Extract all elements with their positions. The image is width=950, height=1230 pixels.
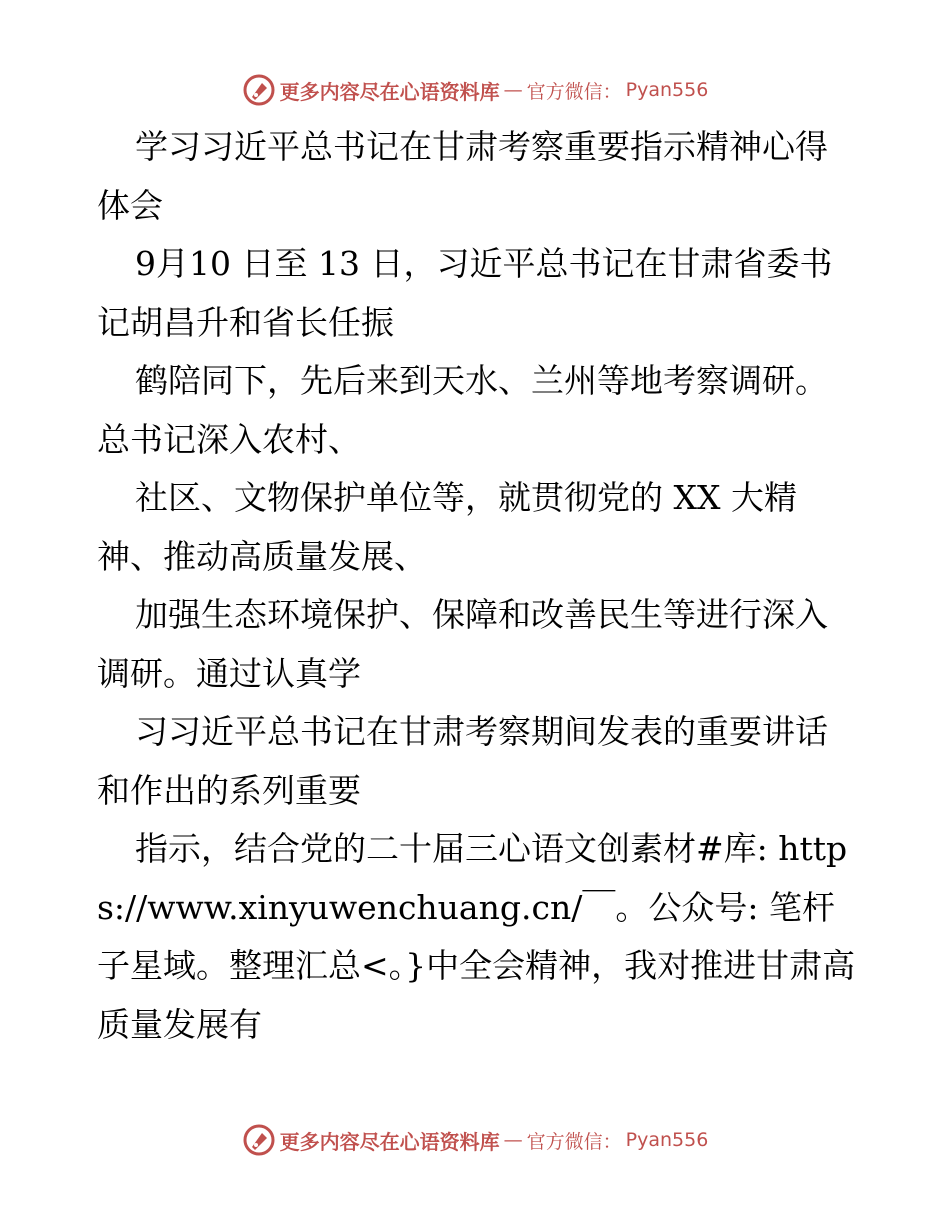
footer-watermark <box>0 1120 950 1160</box>
paragraph: 9月10 日至 13 日，习近平总书记在甘肃省委书记胡昌升和省长任振 <box>97 244 833 342</box>
watermark-sub-text: 官方微信： <box>526 1130 622 1153</box>
watermark-sub-text: 官方微信： <box>526 80 622 103</box>
watermark-separator: — <box>503 79 523 101</box>
paragraph: 指示，结合党的二十届三心语文创素材#库: https://www.xinyuwenchuang.cn/￣。公众号: 笔杆子星域。整理汇总<。}中全会精神，我对推进甘肃高质量发展有 <box>97 829 856 1044</box>
pen-nib-logo-icon <box>242 1123 276 1157</box>
header-watermark <box>0 70 950 110</box>
paragraph: 加强生态环境保护、保障和改善民生等进行深入调研。通过认真学 <box>97 595 828 693</box>
watermark-main-text: 更多内容尽在心语资料库 <box>279 79 500 104</box>
paragraph: 鹤陪同下，先后来到天水、兰州等地考察调研。总书记深入农村、 <box>97 361 828 459</box>
watermark-wechat-id: Pyan556 <box>625 1129 709 1151</box>
watermark-banner <box>242 73 709 107</box>
document-body <box>97 118 857 1054</box>
paragraph: 习习近平总书记在甘肃考察期间发表的重要讲话和作出的系列重要 <box>97 712 828 810</box>
watermark-banner <box>242 1123 709 1157</box>
paragraph: 社区、文物保护单位等，就贯彻党的 XX 大精神、推动高质量发展、 <box>97 478 797 576</box>
pen-nib-logo-icon <box>242 73 276 107</box>
paragraph-title: 学习习近平总书记在甘肃考察重要指示精神心得体会 <box>97 127 828 225</box>
watermark-wechat-id: Pyan556 <box>625 79 709 101</box>
watermark-separator: — <box>503 1129 523 1151</box>
watermark-main-text: 更多内容尽在心语资料库 <box>279 1129 500 1154</box>
